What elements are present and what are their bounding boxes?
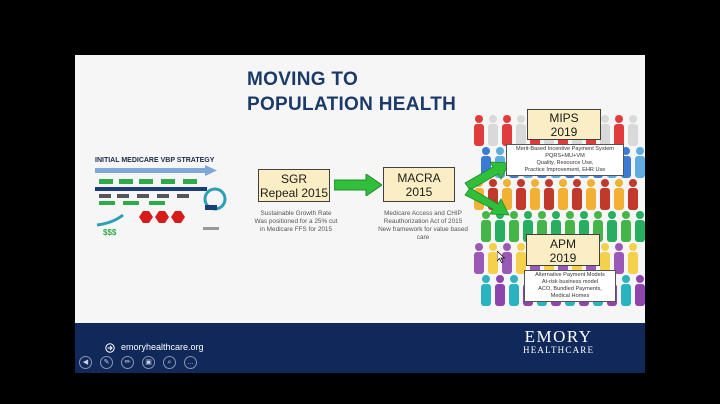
mips-year: 2019 <box>550 125 578 139</box>
mips-box <box>527 109 601 140</box>
sgr-label: SGR <box>280 172 307 186</box>
more-icon[interactable]: … <box>184 356 197 369</box>
title-line-2: POPULATION HEALTH <box>247 94 457 115</box>
prev-icon[interactable]: ◀ <box>79 356 92 369</box>
macra-year: 2015 <box>405 185 433 199</box>
zoom-icon[interactable]: ⌕ <box>163 356 176 369</box>
initial-strategy-title: INITIAL MEDICARE VBP STRATEGY <box>95 157 215 164</box>
apm-label: APM <box>549 237 576 251</box>
edit-icon[interactable]: ✏ <box>121 356 134 369</box>
emory-healthcare-logo <box>523 327 594 355</box>
slides-icon[interactable]: ▣ <box>142 356 155 369</box>
arrow-sgr-to-macra <box>334 174 382 196</box>
title-line-1: MOVING TO <box>247 69 359 90</box>
mips-label: MIPS <box>549 111 579 125</box>
mips-note: Merit-Based Incentive Payment System PQRS+MU+VM Quality, Resource Use, Practice Improvement, EHR Use <box>506 144 624 176</box>
macra-label: MACRA <box>397 171 441 185</box>
apm-box <box>526 234 600 266</box>
apm-year: 2019 <box>549 251 577 265</box>
apm-note: Alternative Payment Models At-risk business model ACO, Bundled Payments, Medical Homes <box>524 270 616 302</box>
macra-box <box>383 167 455 202</box>
svg-text:$$$: $$$ <box>103 228 117 237</box>
slide-title <box>247 67 456 117</box>
mouse-cursor-icon <box>497 251 505 263</box>
sgr-box <box>258 169 330 202</box>
sgr-year: Repeal 2015 <box>259 186 329 200</box>
pen-icon[interactable]: ✎ <box>100 356 113 369</box>
vbp-strategy-diagram <box>93 165 239 239</box>
sgr-note: Sustainable Growth Rate Was positioned for a 25% cut in Medicare FFS for 2015 <box>254 210 338 233</box>
logo-line-2: HEALTHCARE <box>523 345 595 355</box>
logo-line-1: EMORY <box>524 327 593 346</box>
macra-note: Medicare Access and CHIP Reauthorization Act of 2015 New framework for value based care <box>378 210 468 241</box>
arrow-right-circle-icon <box>105 343 115 353</box>
slide <box>75 55 645 373</box>
footer-url[interactable]: emoryhealthcare.org <box>121 342 204 352</box>
